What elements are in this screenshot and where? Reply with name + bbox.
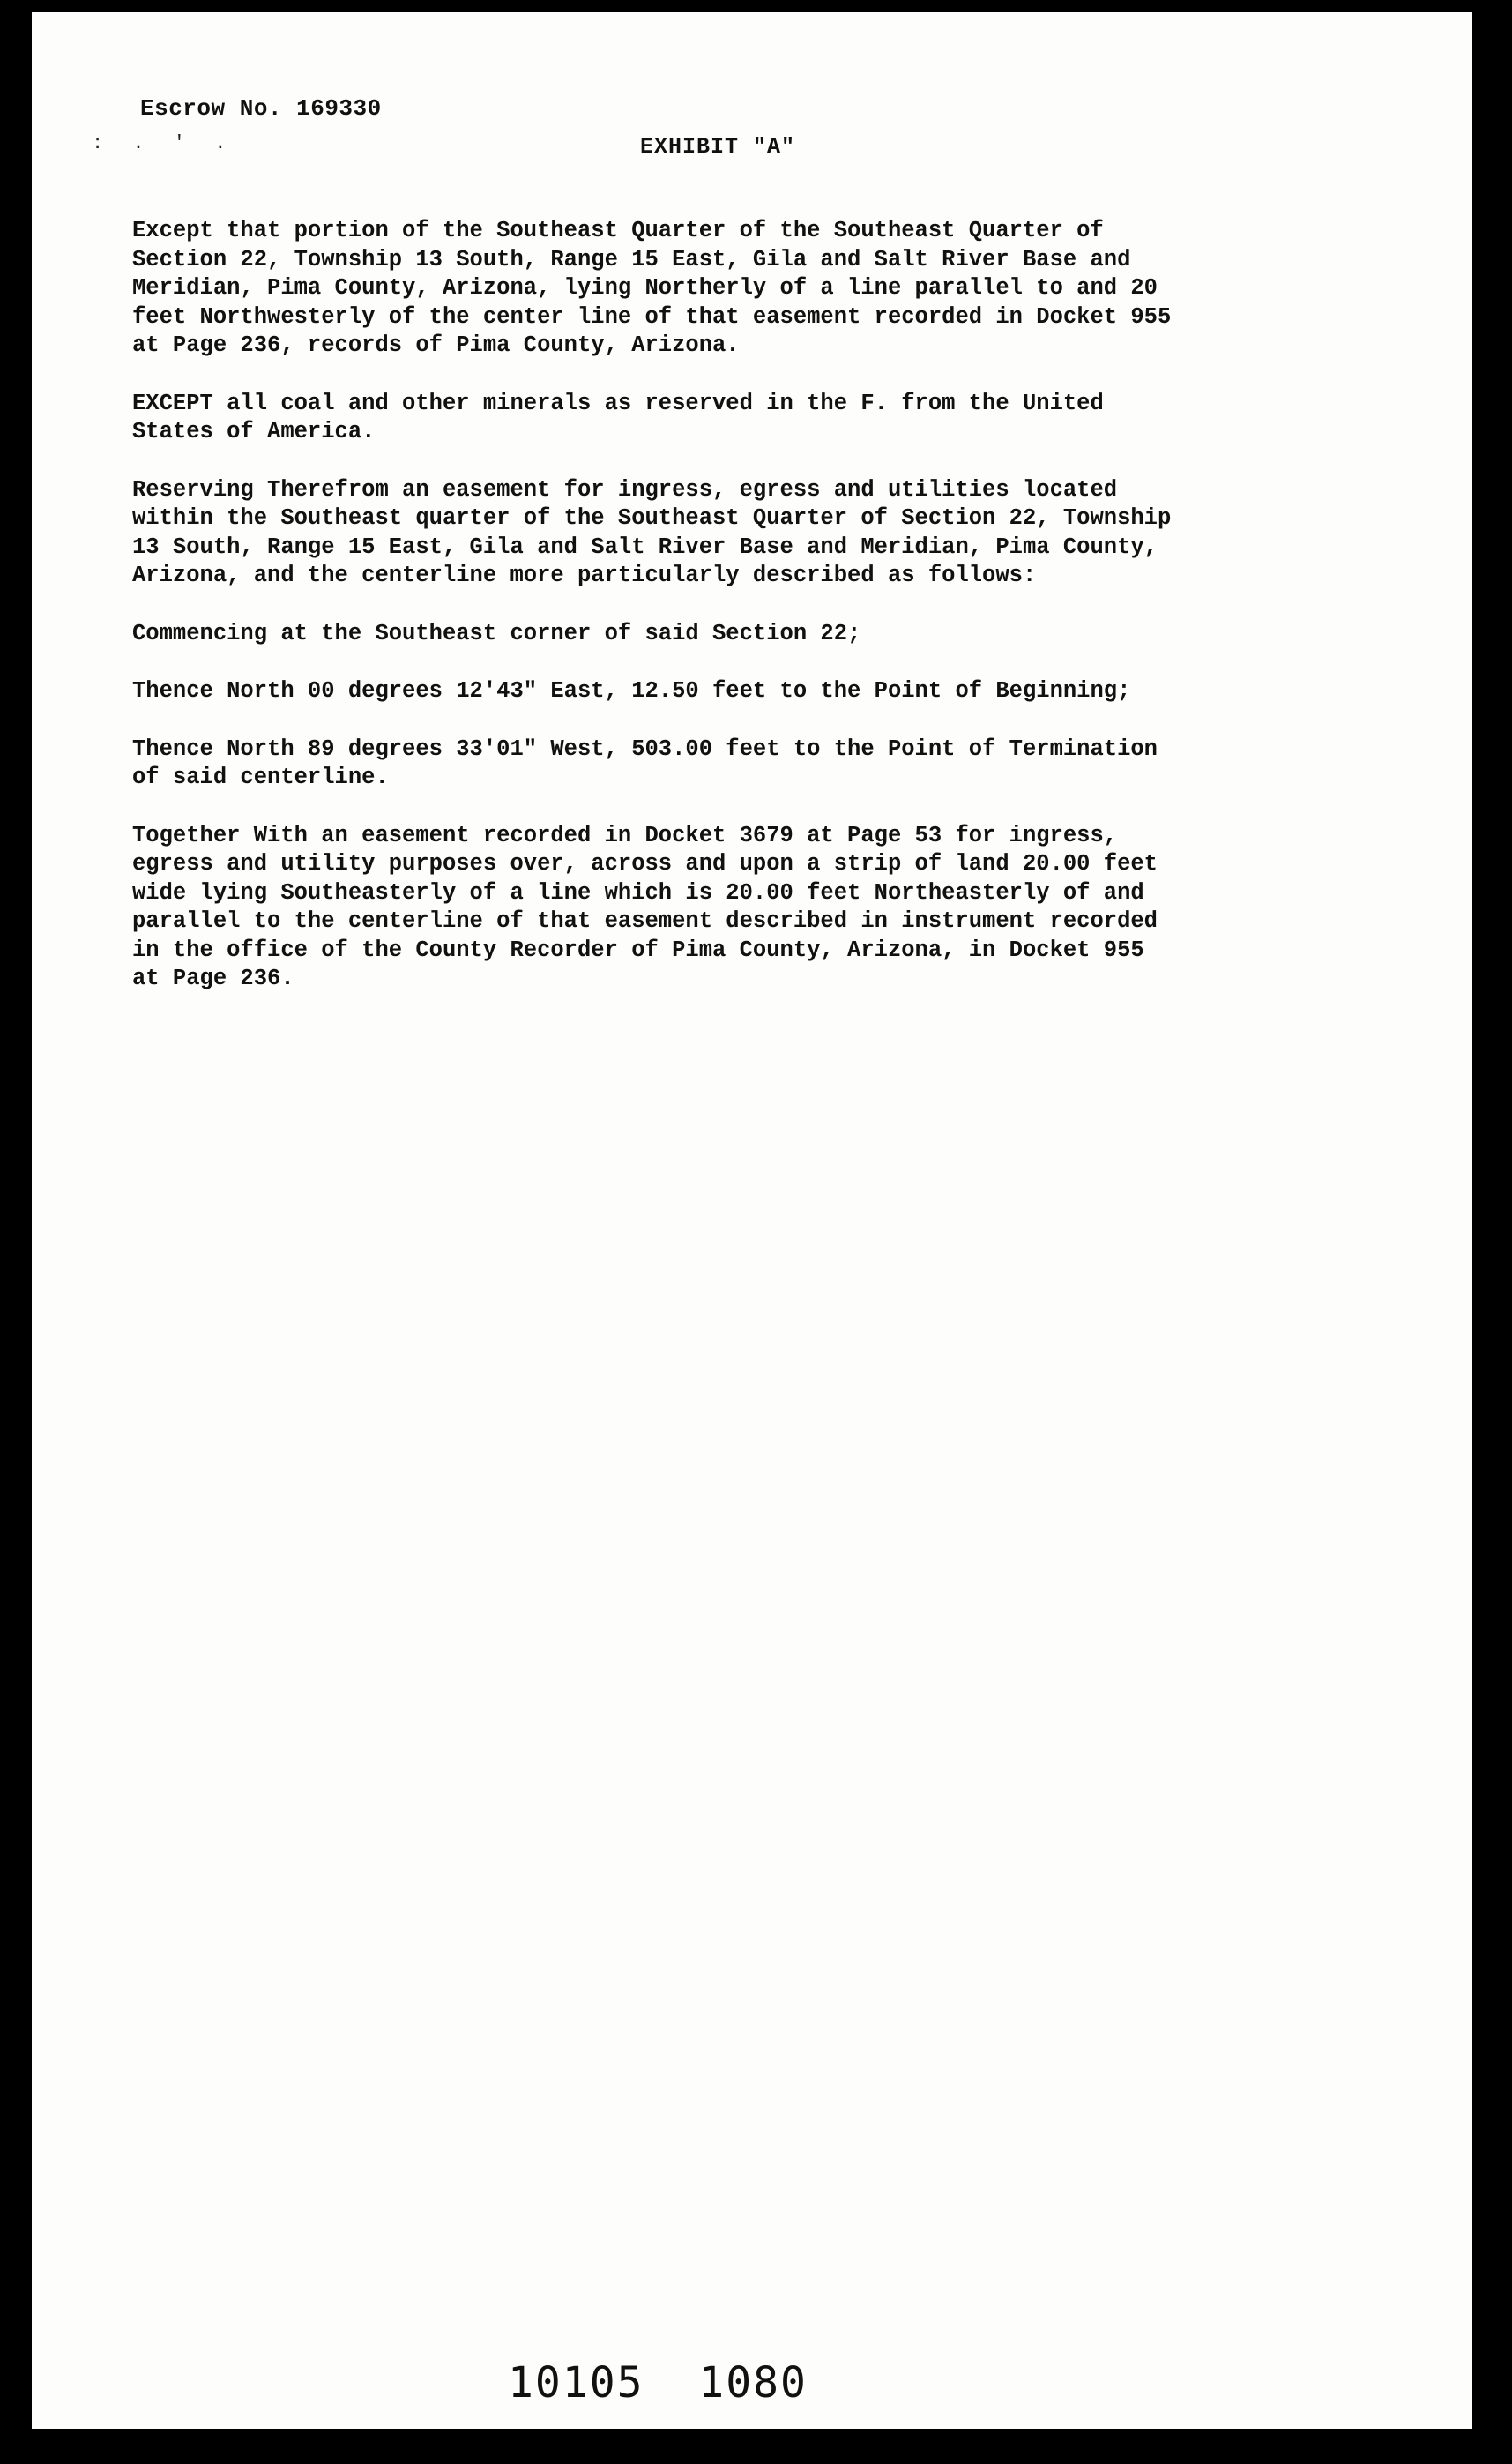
escrow-number: Escrow No. 169330 xyxy=(140,95,382,122)
recording-number: 10105 1080 xyxy=(508,2358,808,2408)
paragraph-together-with: Together With an easement recorded in Docket 3679 at Page 53 for ingress, egress and utility purposes over, across and upon a strip of land 20.00 feet wide lying Southeasterly of a line which is 20.00 feet Northeasterly of and parallel to the centerline of that easement described in instrument recorded in the office of the County Recorder of Pima County, Arizona, in Docket 955 at Page 236. xyxy=(132,822,1158,991)
document-page xyxy=(32,12,1472,2429)
paragraph-reserving-easement: Reserving Therefrom an easement for ingress, egress and utilities located within the Southeast quarter of the Southeast Quarter of Section 22, Township 13 South, Range 15 East, Gila and Salt River Base and Meridian, Pima County, Arizona, and the centerline more particularly described as follows: xyxy=(132,476,1172,588)
paragraph-thence-north-89: Thence North 89 degrees 33'01" West, 503.00 feet to the Point of Termination of said centerline. xyxy=(132,735,1158,790)
exhibit-title: EXHIBIT "A" xyxy=(640,134,796,160)
legal-description xyxy=(132,217,1322,1023)
paragraph-except-portion: Except that portion of the Southeast Quarter of the Southeast Quarter of Section 22, Township 13 South, Range 15 East, Gila and Salt River Base and Meridian, Pima County, Arizona, lying Northerly of a line parallel to and 20 feet Northwesterly of the center line of that easement recorded in Docket 955 at Page 236, records of Pima County, Arizona. xyxy=(132,218,1172,358)
paragraph-commencing: Commencing at the Southeast corner of said Section 22; xyxy=(132,620,861,646)
stray-marks: : . ' . xyxy=(92,132,235,154)
paragraph-except-minerals: EXCEPT all coal and other minerals as reserved in the F. from the United States of America. xyxy=(132,390,1104,444)
paragraph-thence-north-00: Thence North 00 degrees 12'43" East, 12.50 feet to the Point of Beginning; xyxy=(132,678,1131,704)
